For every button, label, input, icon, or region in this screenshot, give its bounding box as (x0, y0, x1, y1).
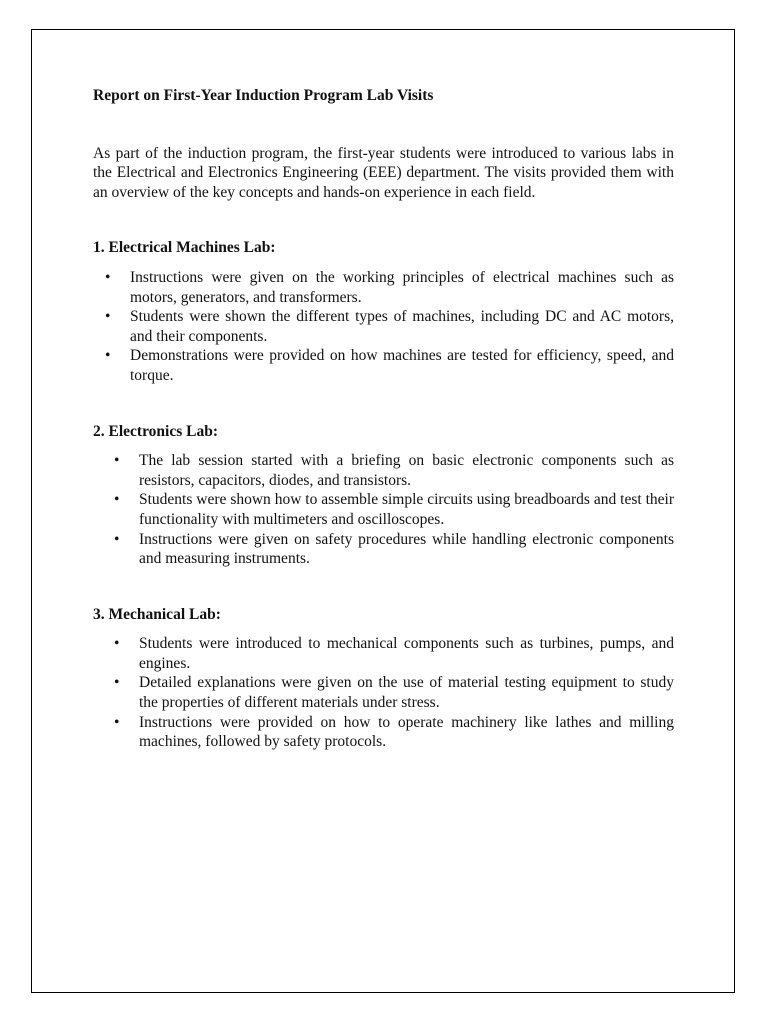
bullet-icon: • (114, 530, 120, 548)
list-item-text: Instructions were given on the working principles of electrical machines such as motors, generators, and transformers. (130, 268, 674, 306)
list-item-text: Students were shown the different types of machines, including DC and AC motors, and their components. (130, 308, 674, 345)
bullet-icon: • (114, 713, 120, 731)
list-item (93, 673, 674, 712)
electrical-machines-list (93, 268, 674, 386)
bullet-icon: • (114, 674, 120, 692)
section-heading-electrical-machines: 1. Electrical Machines Lab: (93, 239, 276, 257)
bullet-icon: • (114, 635, 120, 653)
bullet-icon: • (105, 268, 111, 286)
list-item (93, 346, 674, 385)
bullet-icon: • (114, 452, 120, 470)
list-item (93, 490, 674, 529)
list-item-text: Students were shown how to assemble simple circuits using breadboards and test their functionality with multimeters and oscilloscopes. (139, 491, 674, 528)
list-item (93, 713, 674, 752)
mechanical-list (93, 634, 674, 752)
document-body (93, 86, 674, 752)
list-item (93, 307, 674, 346)
intro-paragraph: As part of the induction program, the first-year students were introduced to various labs in the Electrical and Electronics Engineering (EEE) department. The visits provided them with an overview of the key concepts and hands-on experience in each field. (93, 144, 674, 201)
list-item (93, 268, 674, 307)
list-item (93, 451, 674, 490)
section-heading-mechanical: 3. Mechanical Lab: (93, 605, 221, 623)
list-item-text: Demonstrations were provided on how machines are tested for efficiency, speed, and torque. (130, 347, 674, 384)
bullet-icon: • (105, 308, 111, 326)
document-title: Report on First-Year Induction Program Lab Visits (93, 87, 434, 104)
list-item (93, 634, 674, 673)
list-item-text: The lab session started with a briefing on basic electronic components such as resistors, capacitors, diodes, and transistors. (139, 452, 674, 489)
bullet-icon: • (105, 347, 111, 365)
bullet-icon: • (114, 491, 120, 509)
list-item-text: Instructions were provided on how to operate machinery like lathes and milling machines, followed by safety protocols. (139, 713, 674, 751)
list-item-text: Instructions were given on safety procedures while handling electronic components and measuring instruments. (139, 530, 674, 568)
list-item-text: Detailed explanations were given on the use of material testing equipment to study the properties of different materials under stress. (139, 674, 674, 712)
list-item-text: Students were introduced to mechanical components such as turbines, pumps, and engines. (139, 635, 674, 672)
section-heading-electronics: 2. Electronics Lab: (93, 422, 218, 440)
electronics-list (93, 451, 674, 569)
list-item (93, 530, 674, 569)
